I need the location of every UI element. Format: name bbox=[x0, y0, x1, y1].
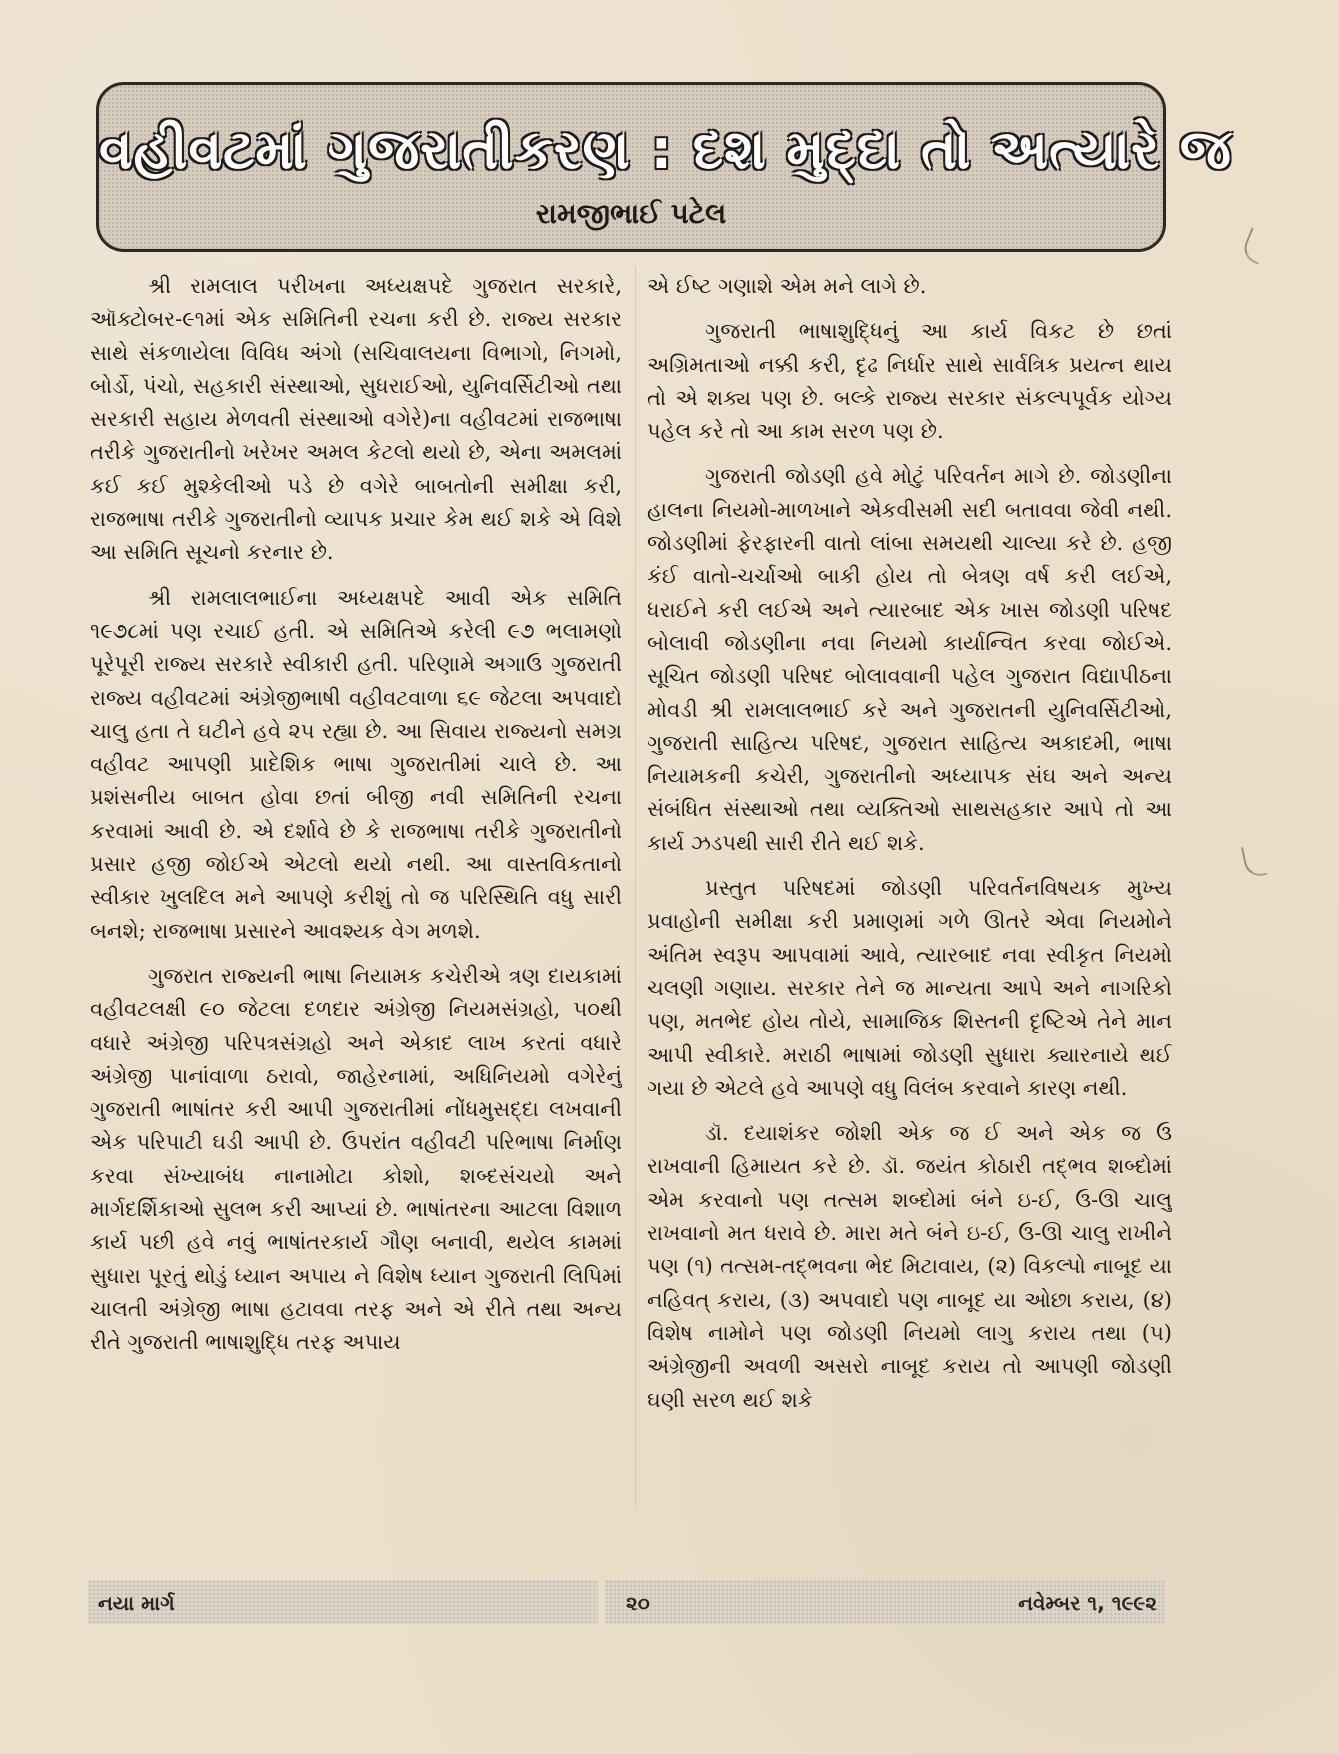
column-divider bbox=[635, 266, 636, 1506]
right-paragraph-1: એ ઈષ્ટ ગણાશે એમ મને લાગે છે. bbox=[647, 274, 927, 298]
article-title: વહીવટમાં ગુજરાતીકરણ : દશ મુદ્દા તો અત્યારે જ bbox=[99, 118, 1232, 181]
title-banner bbox=[96, 82, 1232, 252]
issue-date: નવેમ્બર ૧, ૧૯૯૨ bbox=[1018, 1591, 1157, 1615]
page-number: ૨૦ bbox=[626, 1591, 650, 1615]
right-text-column bbox=[647, 270, 1172, 1512]
margin-mark-top bbox=[1240, 227, 1271, 264]
margin-mark-middle bbox=[1241, 843, 1267, 878]
left-paragraph-2: શ્રી રામલાલભાઈના અધ્યક્ષપદે આવી એક સમિતિ ૧૯૭૮માં પણ રચાઈ હતી. એ સમિતિએ કરેલી ૯૭ ભલામણો પૂરેપૂરી રાજ્ય સરકારે સ્વીકારી હતી. પરિણામે અગાઉ ગુજરાતી રાજ્ય વહીવટમાં અંગ્રેજીભાષી વહીવટવાળા ૬૯ જેટલા અપવાદો ચાલુ હતા તે ઘટીને હવે ૨૫ રહ્યા છે. આ સિવાય રાજ્યનો સમગ્ર વહીવટ આપણી પ્રાદેશિક ભાષા ગુજરાતીમાં ચાલે છે. આ પ્રશંસનીય બાબત હોવા છતાં બીજી નવી સમિતિની રચના કરવામાં આવી છે. એ દર્શાવે છે કે રાજભાષા તરીકે ગુજરાતીનો પ્રસાર હજી જોઈએ એટલો થયો નથી. આ વાસ્તવિકતાનો સ્વીકાર ખુલદિલ મને આપણે કરીશું તો જ પરિસ્થિતિ વધુ સારી બનશે; રાજભાષા પ્રસારને આવશ્યક વેગ મળશે. bbox=[90, 585, 622, 943]
right-paragraph-5: ડૉ. દયાશંકર જોશી એક જ ઈ અને એક જ ઉ રાખવાની હિમાયત કરે છે. ડૉ. જયંત કોઠારી તદ્ભવ શબ્દોમાં એમ કરવાનો પણ તત્સમ શબ્દોમાં બંને ઇ-ઈ, ઉ-ઊ ચાલુ રાખવાનો મત ધરાવે છે. મારા મતે બંને ઇ-ઈ, ઉ-ઊ ચાલુ રાખીને પણ (૧) તત્સમ-તદ્ભવના ભેદ મિટાવાય, (૨) વિકલ્પો નાબૂદ યા નહિવત્ કરાય, (૩) અપવાદો પણ નાબૂદ યા ઓછા કરાય, (૪) વિશેષ નામોને પણ જોડણી નિયમો લાગુ કરાય તથા (૫) અંગ્રેજીની અવળી અસરો નાબૂદ કરાય તો આપણી જોડણી ઘણી સરળ થઈ શકે bbox=[647, 1121, 1172, 1412]
left-text-column bbox=[90, 270, 622, 1512]
footer-publication: નયા માર્ગ bbox=[98, 1591, 175, 1615]
right-paragraph-4: પ્રસ્તુત પરિષદમાં જોડણી પરિવર્તનવિષયક મુખ્ય પ્રવાહોની સમીક્ષા કરી પ્રમાણમાં ગળે ઊતરે એવા નિયમોને અંતિમ સ્વરૂપ આપવામાં આવે, ત્યારબાદ નવા સ્વીકૃત નિયમો ચલણી ગણાય. સરકાર તેને જ માન્યતા આપે અને નાગરિકો પણ, મતભેદ હોય તોયે, સામાજિક શિસ્તની દૃષ્ટિએ તેને માન આપી સ્વીકારે. મરાઠી ભાષામાં જોડણી સુધારા ક્યારનાયે થઈ ગયા છે એટલે હવે આપણે વધુ વિલંબ કરવાને કારણ નથી. bbox=[647, 876, 1172, 1100]
right-paragraph-2: ગુજરાતી ભાષાશુદ્ધિનું આ કાર્ય વિકટ છે છતાં અગ્રિમતાઓ નક્કી કરી, દૃઢ નિર્ધાર સાથે સાર્વત્રિક પ્રયત્ન થાય તો એ શક્ય પણ છે. બલ્કે રાજ્ય સરકાર સંકલ્પપૂર્વક યોગ્ય પહેલ કરે તો આ કામ સરળ પણ છે. bbox=[647, 319, 1172, 444]
right-paragraph-3: ગુજરાતી જોડણી હવે મોટું પરિવર્તન માગે છે. જોડણીના હાલના નિયમો-માળખાને એકવીસમી સદી બતાવવા જેવી નથી. જોડણીમાં ફેરફારની વાતો લાંબા સમયથી ચાલ્યા કરે છે. હજી કંઈ વાતો-ચર્ચાઓ બાકી હોય તો બેત્રણ વર્ષ કરી લઈએ, ધરાઈને કરી લઈએ અને ત્યારબાદ એક ખાસ જોડણી પરિષદ બોલાવી જોડણીના નવા નિયમો કાર્યાન્વિત કરવા જોઈએ. સૂચિત જોડણી પરિષદ બોલાવવાની પહેલ ગુજરાત વિદ્યાપીઠના મોવડી શ્રી રામલાલભાઈ કરે અને ગુજરાતની યુનિવર્સિટીઓ, ગુજરાતી સાહિત્ય પરિષદ, ગુજરાત સાહિત્ય અકાદમી, ભાષા નિયામકની કચેરી, ગુજરાતીનો અધ્યાપક સંઘ અને અન્ય સંબંધિત સંસ્થાઓ તથા વ્યક્તિઓ સાથસહકાર આપે તો આ કાર્ય ઝડપથી સારી રીતે થઈ શકે. bbox=[647, 464, 1172, 855]
left-paragraph-3: ગુજરાત રાજ્યની ભાષા નિયામક કચેરીએ ત્રણ દાયકામાં વહીવટલક્ષી ૯૦ જેટલા દળદાર અંગ્રેજી નિયમસંગ્રહો, ૫૦થી વધારે અંગ્રેજી પરિપત્રસંગ્રહો અને એકાદ લાખ કરતાં વધારે અંગ્રેજી પાનાંવાળા ઠરાવો, જાહેરનામાં, અધિનિયમો વગેરેનું ગુજરાતી ભાષાંતર કરી આપી ગુજરાતીમાં નોંધમુસદ્દા લખવાની એક પરિપાટી ઘડી આપી છે. ઉપરાંત વહીવટી પરિભાષા નિર્માણ કરવા સંખ્યાબંધ નાનામોટા કોશો, શબ્દસંચયો અને માર્ગદર્શિકાઓ સુલભ કરી આપ્યાં છે. ભાષાંતરના આટલા વિશાળ કાર્ય પછી હવે નવું ભાષાંતરકાર્ય ગૌણ બનાવી, થયેલ કામમાં સુધારા પૂરતું થોડું ધ્યાન અપાય ને વિશેષ ધ્યાન ગુજરાતી લિપિમાં ચાલતી અંગ્રેજી ભાષા હટાવવા તરફ અને એ રીતે તથા અન્ય રીતે ગુજરાતી ભાષાશુદ્ધિ તરફ અપાય bbox=[90, 963, 622, 1355]
author-name: રામજીભાઈ પટેલ bbox=[535, 197, 727, 230]
left-paragraph-1: શ્રી રામલાલ પરીખના અધ્યક્ષપદે ગુજરાત સરકારે, ઑક્ટોબર-૯૧માં એક સમિતિની રચના કરી છે. રાજ્ય સરકાર સાથે સંકળાયેલા વિવિધ અંગો (સચિવાલયના વિભાગો, નિગમો, બોર્ડો, પંચો, સહકારી સંસ્થાઓ, સુધરાઈઓ, યુનિવર્સિટીઓ તથા સરકારી સહાય મેળવતી સંસ્થાઓ વગેરે)ના વહીવટમાં રાજભાષા તરીકે ગુજરાતીનો ખરેખર અમલ કેટલો થયો છે, એના અમલમાં કઈ કઈ મુશ્કેલીઓ પડે છે વગેરે બાબતોની સમીક્ષા કરી, રાજભાષા તરીકે ગુજરાતીનો વ્યાપક પ્રચાર કેમ થઈ શકે એ વિશે આ સમિતિ સૂચનો કરનાર છે. bbox=[90, 274, 622, 565]
